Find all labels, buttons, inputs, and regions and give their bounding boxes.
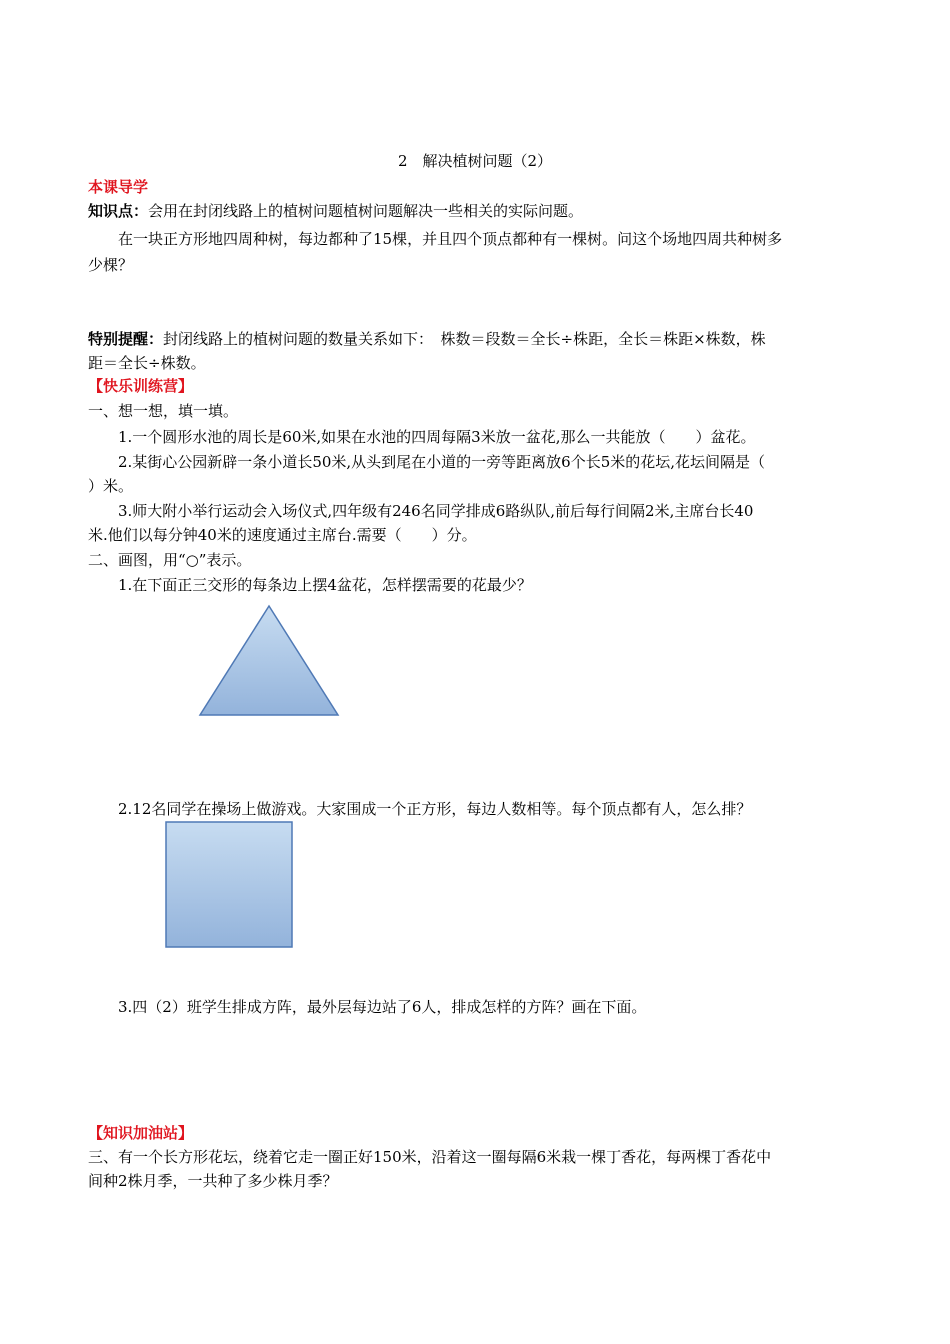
question-1-1: 1.一个圆形水池的周长是60米,如果在水池的四周每隔3米放一盆花,那么一共能放（ ）盆花。 <box>118 428 756 446</box>
question-3: 三、有一个长方形花坛，绕着它走一圈正好150米，沿着这一圈每隔6米栽一棵丁香花，每两棵丁香花中 <box>88 1148 772 1166</box>
tip-line-2: 距＝全长÷株数。 <box>88 354 206 372</box>
guide-heading: 本课导学 <box>88 178 149 196</box>
training-heading: 【快乐训练营】 <box>88 377 194 395</box>
question-3-cont: 间种2株月季，一共种了多少株月季？ <box>88 1172 338 1190</box>
tip-label: 特别提醒： <box>88 330 164 348</box>
example-line-1: 在一块正方形地四周种树，每边都种了15棵，并且四个顶点都种有一棵树。问这个场地四周共种树多 <box>118 230 783 248</box>
knowledge-text: 会用在封闭线路上的植树问题植树问题解决一些相关的实际问题。 <box>148 202 584 220</box>
question-2-1: 1.在下面正三交形的每条边上摆4盆花，怎样摆需要的花最少？ <box>118 576 532 594</box>
knowledge-label: 知识点： <box>88 202 149 220</box>
square-figure <box>166 822 292 947</box>
page-title: 2 解决植树问题（2） <box>397 152 553 170</box>
question-2-3: 3.四（2）班学生排成方阵，最外层每边站了6人，排成怎样的方阵？画在下面。 <box>118 998 647 1016</box>
question-1-2: 2.某街心公园新辟一条小道长50米,从头到尾在小道的一旁等距离放6个长5米的花坛,花坛间隔是（ <box>118 453 766 471</box>
tip-text: 封闭线路上的植树问题的数量关系如下： 株数＝段数＝全长÷株距，全长＝株距×株数，株 <box>163 330 766 348</box>
example-line-2: 少棵？ <box>88 256 134 274</box>
extra-heading: 【知识加油站】 <box>88 1124 194 1142</box>
question-1-3: 3.师大附小举行运动会入场仪式,四年级有246名同学排成6路纵队,前后每行间隔2米,主席台长40 <box>118 502 754 520</box>
question-2-2: 2.12名同学在操场上做游戏。大家围成一个正方形，每边人数相等。每个顶点都有人，怎么排？ <box>118 800 752 818</box>
triangle-figure <box>200 606 338 715</box>
question-1-3-cont: 米.他们以每分钟40米的速度通过主席台.需要（ ）分。 <box>88 526 477 544</box>
section1-title: 一、想一想，填一填。 <box>88 402 239 420</box>
question-1-2-cont: ）米。 <box>88 477 134 495</box>
section2-title: 二、画图，用“○”表示。 <box>88 551 252 569</box>
